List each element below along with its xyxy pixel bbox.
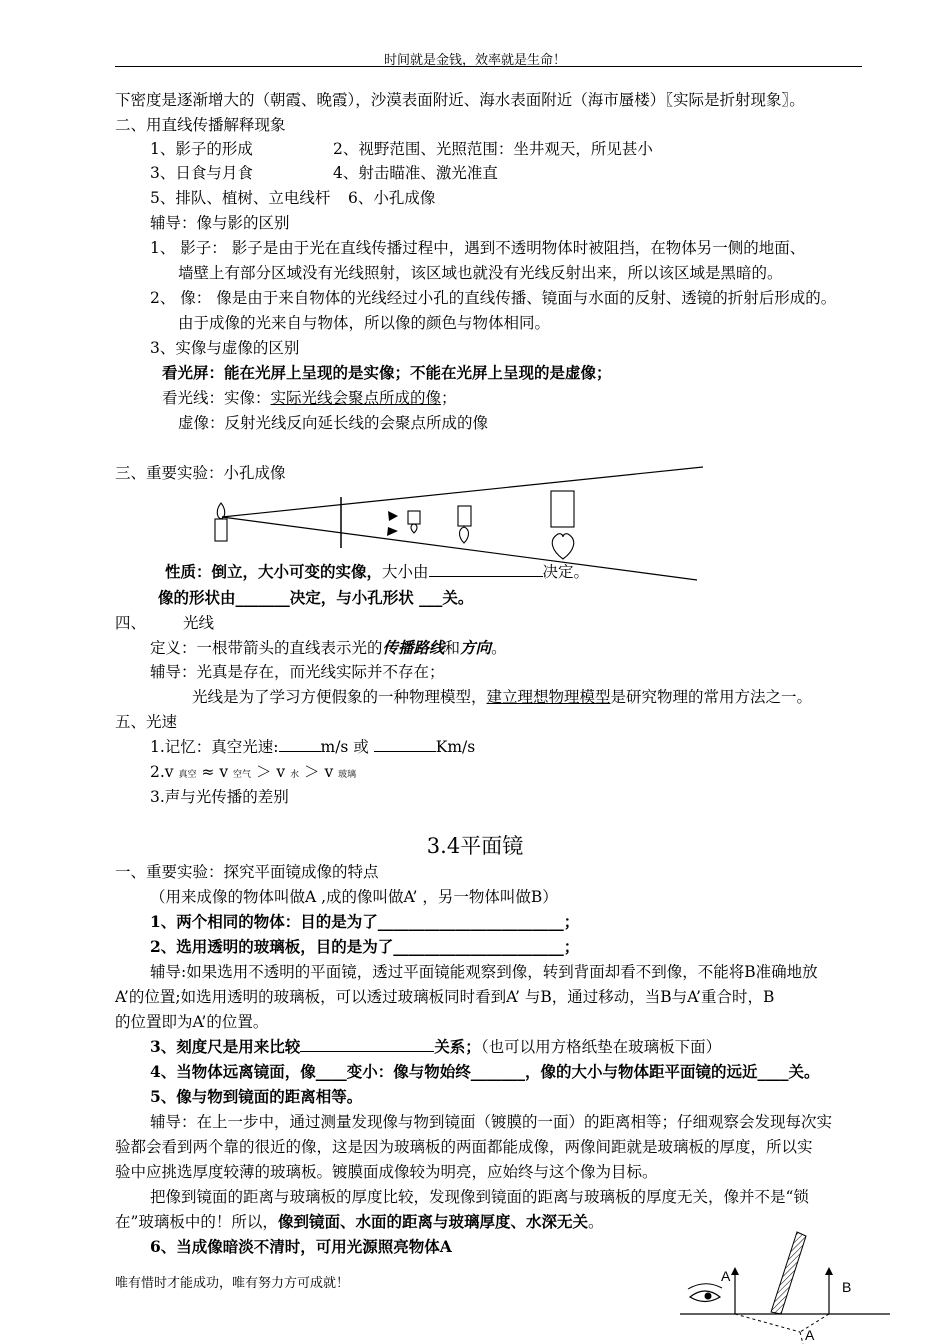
speed-comparison: 2.v 真空 ≈ v 空气 ＞ v 水 ＞ v 玻璃 [150,763,357,781]
text-line: 下密度是逐渐增大的（朝霞、晚霞），沙漠表面附近、海水表面附近（海市蜃楼）〖实际是折射现象〗。 [115,91,805,109]
section-heading: 一、重要实验：探究平面镜成像的特点 [115,863,379,881]
text-line: 3、实像与虚像的区别 [150,339,300,357]
list-item: 6、小孔成像 [348,189,436,207]
text-line: 验中应挑选厚度较薄的玻璃板。镀膜面成像较为明亮，应始终与这个像为目标。 [115,1163,658,1181]
label-a: A [721,1268,731,1284]
text-line: 像的形状由_______决定，与小孔形状 ___关。 [158,588,474,607]
text-line: 辅导：在上一步中，通过测量发现像与物到镜面（镀膜的一面）的距离相等；仔细观察会发现每次实 [150,1113,833,1131]
text-line: 辅导：像与影的区别 [150,214,290,232]
text-line: 把像到镜面的距离与玻璃板的厚度比较，发现像到镜面的距离与玻璃板的厚度无关，像并不是“锁 [150,1188,809,1206]
text-line: 墙壁上有部分区域没有光线照射，该区域也就没有光线反射出来，所以该区域是黑暗的。 [178,264,783,282]
question: 6、当成像暗淡不清时，可用光源照亮物体A [150,1237,452,1256]
question: 5、像与物到镜面的距离相等。 [150,1087,363,1106]
page-footer: 唯有惜时才能成功，唯有努力方可成就！ [115,1276,350,1291]
text-line: A’的位置;如选用透明的玻璃板，可以透过玻璃板同时看到A’ 与B，通过移动，当B与A’重合时，B [115,988,775,1006]
section-heading: 二、用直线传播解释现象 [115,116,286,134]
list-item: 3、日食与月食 [150,164,253,182]
text-line: 由于成像的光来自与物体，所以像的颜色与物体相同。 [178,314,551,332]
text-line: 光线是为了学习方便假象的一种物理模型，建立理想物理模型是研究物理的常用方法之一。 [192,688,813,706]
list-item: 1、影子的形成 [150,140,253,158]
text-line: 看光线：实像：实际光线会聚点所成的像； [162,389,457,407]
list-item: 2、视野范围、光照范围：坐井观天，所见甚小 [333,140,653,158]
text-line: 验都会看到两个靠的很近的像，这是因为玻璃板的两面都能成像，两像间距就是玻璃板的厚度，所以实 [115,1138,813,1156]
text-line: 辅导：光真是存在，而光线实际并不存在； [150,663,445,681]
section-heading: 五、光速 [115,713,178,731]
text-line: 2、 像： 像是由于来自物体的光线经过小孔的直线传播、镜面与水面的反射、透镜的折射后形成的。 [150,289,837,307]
list-item: 4、射击瞄准、激光准直 [333,164,498,182]
text-line: 辅导:如果选用不透明的平面镜，透过平面镜能观察到像，转到背面却看不到像，不能将B准确地放 [150,963,818,981]
text-line: 3.声与光传播的差别 [150,788,289,806]
question: 3、刻度尺是用来比较 关系；（也可以用方格纸垫在玻璃板下面） [150,1037,722,1056]
text-line: （用来成像的物体叫做A ,成的像叫做A’ ，另一物体叫做B） [150,888,558,906]
page-header: 时间就是金钱，效率就是生命！ [383,53,566,68]
text-line: 定义：一根带箭头的直线表示光的传播路线和方向。 [150,638,507,657]
text-line: 看光屏：能在光屏上呈现的是实像；不能在光屏上呈现的是虚像； [162,363,612,382]
question: 1、两个相同的物体：目的是为了________________________； [150,912,580,931]
question: 2、选用透明的玻璃板，目的是为了______________________； [150,937,580,956]
label-b: B [842,1279,852,1295]
text-line: 虚像：反射光线反向延长线的会聚点所成的像 [178,414,489,432]
text-line: 1、 影子： 影子是由于光在直线传播过程中，遇到不透明物体时被阻挡，在物体另一侧的地面、 [150,239,806,257]
section-heading: 光线 [183,614,215,632]
section-title: 3.4平面镜 [426,834,524,858]
section-heading: 四、 [115,614,147,632]
text-line: 的位置即为A’的位置。 [115,1013,269,1031]
list-item: 5、排队、植树、立电线杆 [150,189,331,207]
label-a-image: A [805,1327,815,1343]
text-line: 1.记忆：真空光速: m/s 或 Km/s [150,738,476,756]
section-heading: 三、重要实验：小孔成像 [115,464,286,482]
question: 4、当物体远离镜面，像____变小：像与物始终_______，像的大小与物体距平面镜的远近____关。 [150,1062,820,1081]
text-line: 在”玻璃板中的！所以，像到镜面、水面的距离与玻璃厚度、水深无关。 [115,1212,604,1231]
text-line: 性质：倒立，大小可变的实像，大小由 决定。 [165,562,590,581]
